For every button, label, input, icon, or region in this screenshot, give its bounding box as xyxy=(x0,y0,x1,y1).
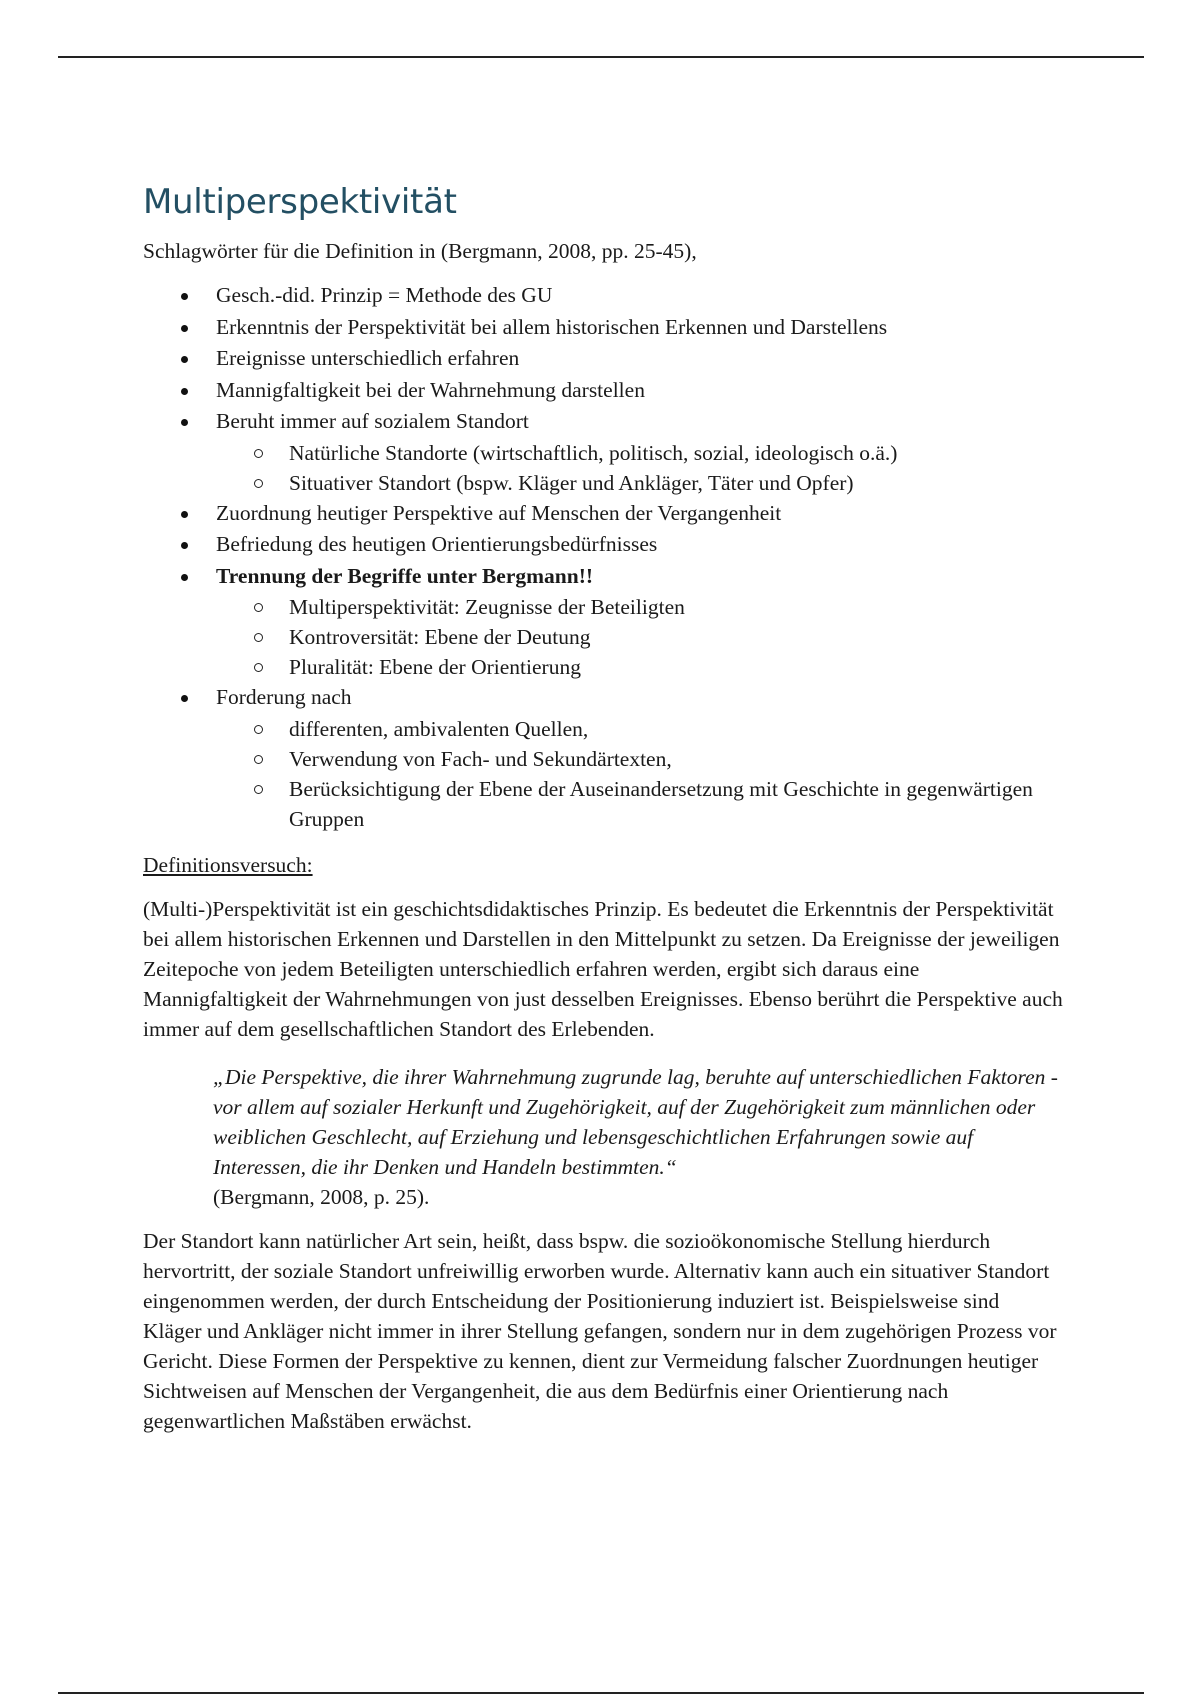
circle-bullet-icon xyxy=(254,603,263,612)
circle-bullet-icon xyxy=(254,663,263,672)
list-item: Zuordnung heutiger Perspektive auf Menschen der Vergangenheit xyxy=(143,498,1063,530)
sub-list-item: Situativer Standort (bspw. Kläger und Ankläger, Täter und Opfer) xyxy=(216,468,1063,498)
list-item: Ereignisse unterschiedlich erfahren xyxy=(143,343,1063,375)
bullet-icon xyxy=(181,293,188,300)
list-item: Erkenntnis der Perspektivität bei allem historischen Erkennen und Darstellens xyxy=(143,312,1063,344)
list-item: Mannigfaltigkeit bei der Wahrnehmung darstellen xyxy=(143,375,1063,407)
top-rule xyxy=(58,56,1144,58)
bullet-icon xyxy=(181,356,188,363)
list-item: Gesch.-did. Prinzip = Methode des GU xyxy=(143,280,1063,312)
bottom-rule xyxy=(58,1692,1144,1694)
list-item: Beruht immer auf sozialem Standort Natürliche Standorte (wirtschaftlich, politisch, sozial, ideologisch o.ä.) Situativer Standort (bspw. Kläger und Ankläger, Täter und Opfer) xyxy=(143,406,1063,498)
bullet-icon xyxy=(181,542,188,549)
definition-heading: Definitionsversuch: xyxy=(143,852,313,877)
keyword-list xyxy=(143,280,1063,834)
sub-list xyxy=(216,438,1063,498)
sub-list-item: Berücksichtigung der Ebene der Auseinandersetzung mit Geschichte in gegenwärtigen Gruppen xyxy=(216,774,1063,834)
list-item: Forderung nach differenten, ambivalenten Quellen, Verwendung von Fach- und Sekundärtexten, Berücksichtigung der Ebene der Auseinandersetzung mit Geschichte in gegenwärtigen Gruppen xyxy=(143,682,1063,834)
bullet-icon xyxy=(181,695,188,702)
bullet-icon xyxy=(181,574,188,581)
block-quote xyxy=(213,1062,1063,1212)
standort-paragraph: Der Standort kann natürlicher Art sein, heißt, dass bspw. die sozioökonomische Stellung hierdurch hervortritt, der soziale Standort unfreiwillig erworben wurde. Alternativ kann auch ein situativer Standort eingenommen werden, der durch Entscheidung der Positionierung induziert ist. Beispielsweise sind Kläger und Ankläger nicht immer in ihrer Stellung gefangen, sondern nur in dem zugehörigen Prozess vor Gericht. Diese Formen der Perspektive zu kennen, dient zur Vermeidung falscher Zuordnungen heutiger Sichtweisen auf Menschen der Vergangenheit, die aus dem Bedürfnis einer Orientierung nach gegenwartlichen Maßstäben erwächst. xyxy=(143,1228,1057,1433)
bullet-icon xyxy=(181,388,188,395)
sub-list-item: differenten, ambivalenten Quellen, xyxy=(216,714,1063,744)
page-title: Multiperspektivität xyxy=(143,182,457,222)
sub-list-item: Multiperspektivität: Zeugnisse der Beteiligten xyxy=(216,592,1063,622)
circle-bullet-icon xyxy=(254,755,263,764)
list-item: Befriedung des heutigen Orientierungsbedürfnisses xyxy=(143,529,1063,561)
sub-list-item: Natürliche Standorte (wirtschaftlich, politisch, sozial, ideologisch o.ä.) xyxy=(216,438,1063,468)
intro-text: Schlagwörter für die Definition in (Bergmann, 2008, pp. 25-45), xyxy=(143,239,697,263)
bullet-icon xyxy=(181,511,188,518)
quote-text: „Die Perspektive, die ihrer Wahrnehmung zugrunde lag, beruhte auf unterschiedlichen Faktoren -vor allem auf sozialer Herkunft und Zugehörigkeit, auf der Zugehörigkeit zum männlichen oder weiblichen Geschlecht, auf Erziehung und lebensgeschichtlichen Erfahrungen sowie auf Interessen, die ihr Denken und Handeln bestimmten.“ xyxy=(213,1064,1058,1179)
sub-list xyxy=(216,592,1063,682)
definition-paragraph: (Multi-)Perspektivität ist ein geschichtsdidaktisches Prinzip. Es bedeutet die Erkenntnis der Perspektivität bei allem historischen Erkennen und Darstellen in den Mittelpunkt zu setzen. Da Ereignisse der jeweiligen Zeitepoche von jedem Beteiligten unterschiedlich erfahren werden, ergibt sich daraus eine Mannigfaltigkeit der Wahrnehmungen von just desselben Ereignisses. Ebenso berührt die Perspektive auch immer auf dem gesellschaftlichen Standort des Erlebenden. xyxy=(143,896,1063,1041)
bullet-icon xyxy=(181,419,188,426)
circle-bullet-icon xyxy=(254,633,263,642)
circle-bullet-icon xyxy=(254,725,263,734)
sub-list-item: Pluralität: Ebene der Orientierung xyxy=(216,652,1063,682)
list-item: Trennung der Begriffe unter Bergmann!! Multiperspektivität: Zeugnisse der Beteiligten Kontroversität: Ebene der Deutung Pluralität: Ebene der Orientierung xyxy=(143,561,1063,683)
bullet-icon xyxy=(181,325,188,332)
sub-list xyxy=(216,714,1063,834)
sub-list-item: Verwendung von Fach- und Sekundärtexten, xyxy=(216,744,1063,774)
circle-bullet-icon xyxy=(254,449,263,458)
sub-list-item: Kontroversität: Ebene der Deutung xyxy=(216,622,1063,652)
circle-bullet-icon xyxy=(254,785,263,794)
quote-source: (Bergmann, 2008, p. 25). xyxy=(213,1184,430,1209)
document-body xyxy=(143,180,1063,1454)
circle-bullet-icon xyxy=(254,479,263,488)
